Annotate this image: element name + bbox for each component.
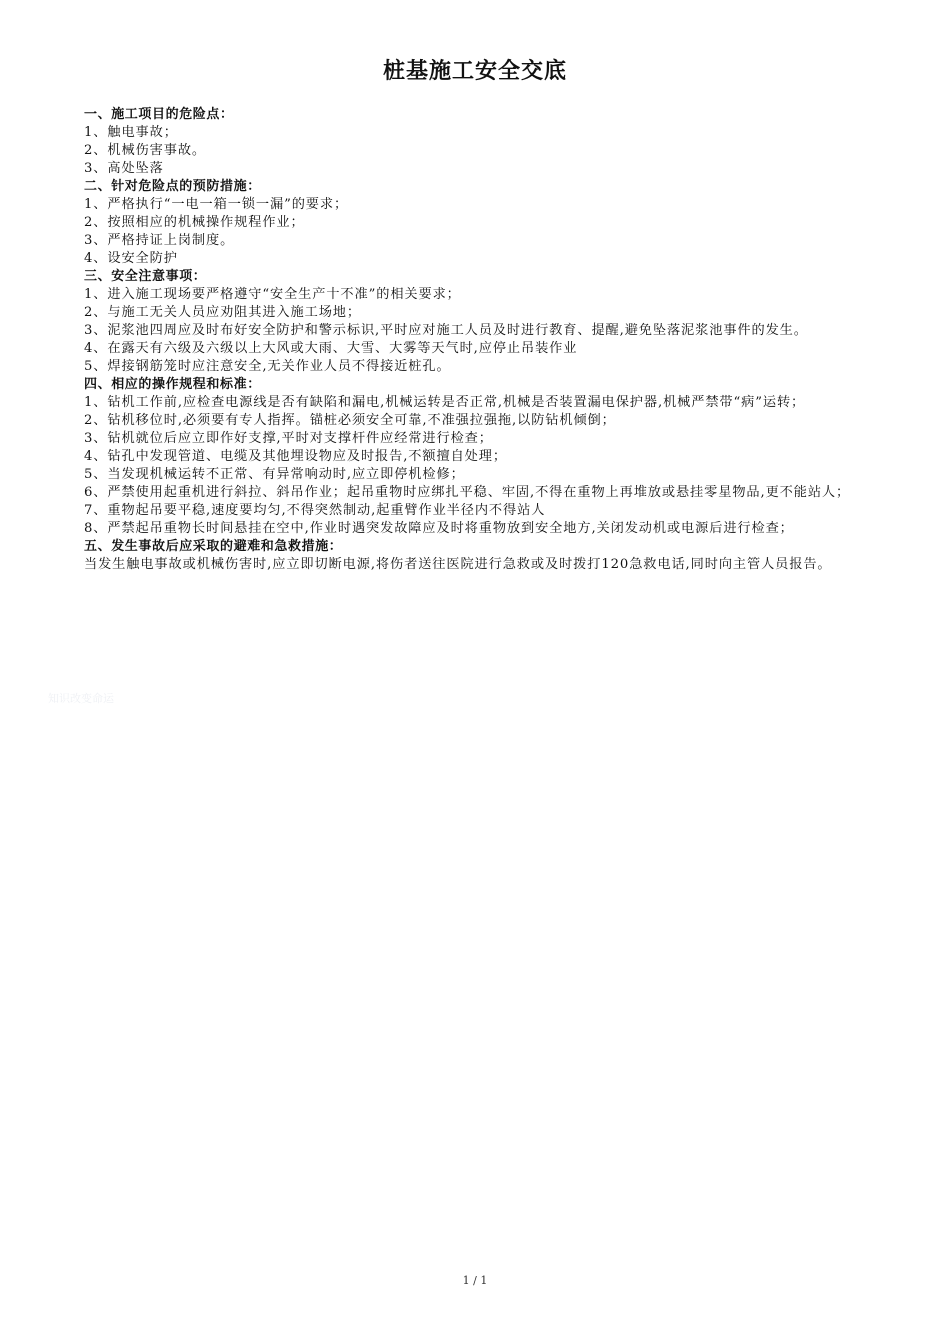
body-paragraph: 3、高处坠落 [84,161,164,176]
document-body [48,106,902,574]
body-paragraph: 8、严禁起吊重物长时间悬挂在空中,作业时遇突发故障应及时将重物放到安全地方,关闭发动机或电源后进行检查； [84,521,794,536]
section-heading: 五、发生事故后应采取的避难和急救措施： [84,539,343,554]
body-paragraph: 1、触电事故； [84,125,178,140]
body-paragraph: 5、焊接钢筋笼时应注意安全,无关作业人员不得接近桩孔。 [84,359,451,374]
body-paragraph: 2、钻机移位时,必须要有专人指挥。锚桩必须安全可靠,不准强拉强拖,以防钻机倾倒； [84,413,616,428]
body-paragraph: 1、钻机工作前,应检查电源线是否有缺陷和漏电,机械运转是否正常,机械是否装置漏电保护器,机械严禁带“病”运转； [84,395,806,410]
body-paragraph: 3、泥浆池四周应及时布好安全防护和警示标识,平时应对施工人员及时进行教育、提醒,避免坠落泥浆池事件的发生。 [84,323,808,338]
body-paragraph: 1、严格执行“一电一箱一锁一漏”的要求； [84,197,349,212]
body-paragraph: 3、钻机就位后应立即作好支撑,平时对支撑杆件应经常进行检查； [84,431,493,446]
document-title: 桩基施工安全交底 [382,59,567,84]
section-heading: 一、施工项目的危险点： [84,107,234,122]
body-paragraph: 3、严格持证上岗制度。 [84,233,235,248]
body-paragraph: 5、当发现机械运转不正常、有异常响动时,应立即停机检修； [84,467,465,482]
body-paragraph: 1、进入施工现场要严格遵守“安全生产十不准”的相关要求； [84,287,461,302]
page-number: 1 / 1 [462,1274,488,1287]
body-paragraph: 4、设安全防护 [84,251,178,266]
body-paragraph: 当发生触电事故或机械伤害时,应立即切断电源,将伤者送往医院进行急救或及时拨打120急救电话,同时向主管人员报告。 [84,557,832,572]
body-paragraph: 2、按照相应的机械操作规程作业； [84,215,305,230]
body-paragraph: 7、重物起吊要平稳,速度要均匀,不得突然制动,起重臂作业半径内不得站人 [84,503,546,518]
body-paragraph: 4、在露天有六级及六级以上大风或大雨、大雪、大雾等天气时,应停止吊装作业 [84,341,578,356]
section-heading: 三、安全注意事项： [84,269,207,284]
section-heading: 二、针对危险点的预防措施： [84,179,261,194]
body-paragraph: 2、与施工无关人员应劝阻其进入施工场地； [84,305,361,320]
body-paragraph: 2、机械伤害事故。 [84,143,206,158]
body-paragraph: 4、钻孔中发现管道、电缆及其他埋设物应及时报告,不额擅自处理； [84,449,507,464]
body-paragraph: 6、严禁使用起重机进行斜拉、斜吊作业；起吊重物时应绑扎平稳、牢固,不得在重物上再堆放或悬挂零星物品,更不能站人； [84,485,851,500]
section-heading: 四、相应的操作规程和标准： [84,377,261,392]
watermark-text: 知识改变命运 [48,692,114,705]
